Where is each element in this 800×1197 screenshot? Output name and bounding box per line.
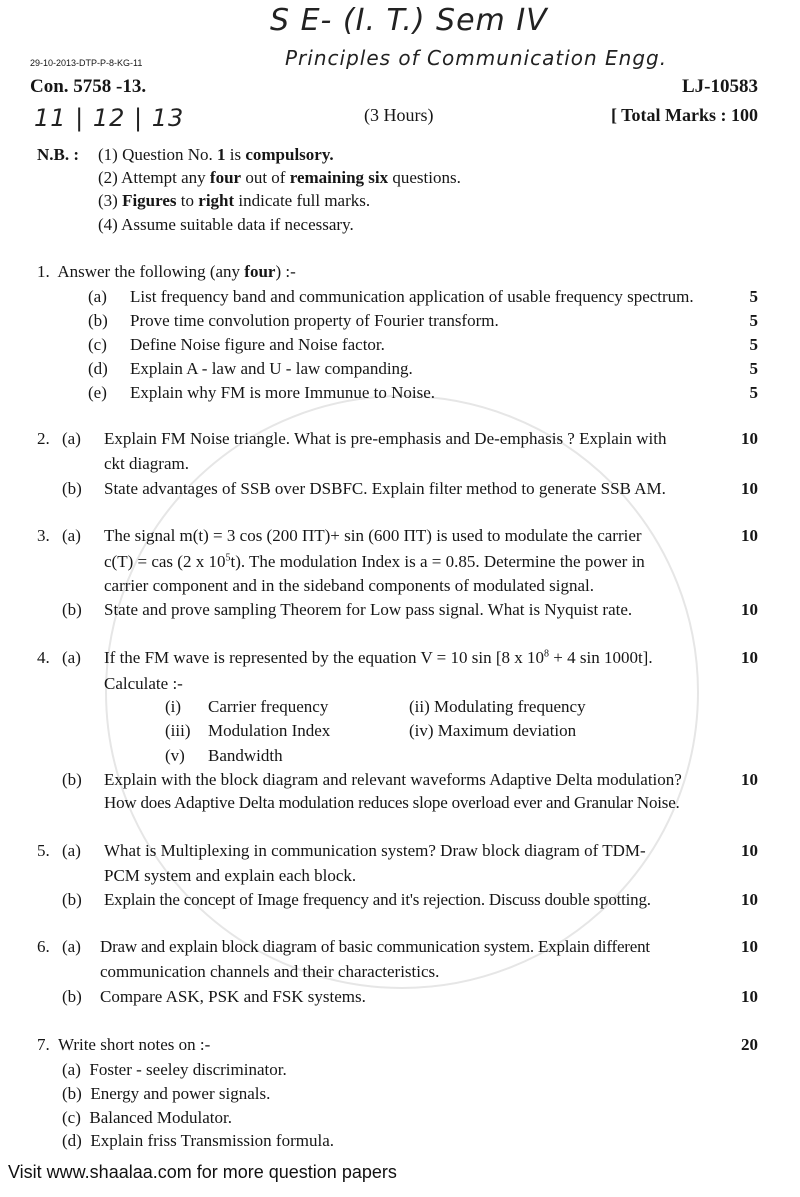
question-number: 2. [37,429,50,448]
part-text: Explain the concept of Image frequency and it's rejection. Discuss double spotting. [104,890,651,909]
part-text: Calculate :- [104,674,183,693]
part-text: State advantages of SSB over DSBFC. Explain filter method to generate SSB AM. [104,479,666,498]
marks: 10 [741,479,758,498]
instruction-4: (4) Assume suitable data if necessary. [98,215,354,234]
part-text: Define Noise figure and Noise factor. [130,335,385,354]
part-text: Prove time convolution property of Fourier transform. [130,311,499,330]
marks: 10 [741,770,758,789]
marks: 10 [741,987,758,1006]
question-text: 1. Answer the following (any four) :- [37,262,296,281]
handwritten-course: S E- (I. T.) Sem IV [270,3,548,38]
part-text: What is Multiplexing in communication system? Draw block diagram of TDM- [104,841,646,860]
question-number: 3. [37,526,50,545]
part-text: Explain with the block diagram and relevant waveforms Adaptive Delta modulation? [104,770,682,789]
part-text: List frequency band and communication application of usable frequency spectrum. [130,287,694,306]
part-text: ckt diagram. [104,454,189,473]
question-number: 5. [37,841,50,860]
marks: 10 [741,648,758,667]
marks: 10 [741,600,758,619]
marks: 10 [741,841,758,860]
marks: 5 [749,335,758,354]
note-item: (a) Foster - seeley discriminator. [62,1060,287,1079]
marks: 10 [741,429,758,448]
question-number: 6. [37,937,50,956]
part-text: carrier component and in the sideband components of modulated signal. [104,576,595,595]
subitem: (iv) Maximum deviation [409,721,577,740]
part-label: (a) [62,429,81,448]
marks: 5 [749,359,758,378]
part-text: Explain A - law and U - law companding. [130,359,413,378]
instruction-2: (2) Attempt any four out of remaining six questions. [98,168,461,187]
marks: 5 [749,311,758,330]
subitem-text: Modulation Index [208,721,331,740]
nb-label: N.B. : [37,145,80,164]
footer-text: Visit www.shaalaa.com for more question papers [8,1162,397,1182]
handwritten-date: 11 | 12 | 13 [34,104,185,132]
marks: 5 [749,287,758,306]
part-label: (b) [62,770,82,789]
part-label: (c) [88,335,107,354]
marks: 20 [741,1035,758,1054]
part-text: How does Adaptive Delta modulation reduces slope overload ever and Granular Noise. [104,793,680,812]
marks: 10 [741,890,758,909]
part-text: PCM system and explain each block. [104,866,357,885]
subitem: (ii) Modulating frequency [409,697,586,716]
marks: 10 [741,526,758,545]
instruction-3: (3) Figures to right indicate full marks. [98,191,371,210]
part-label: (b) [62,600,82,619]
part-text: The signal m(t) = 3 cos (200 ΠΤ)+ sin (600 ΠΤ) is used to modulate the carrier [104,526,642,545]
part-label: (a) [62,526,81,545]
part-text: Draw and explain block diagram of basic communication system. Explain different [100,937,650,956]
duration: (3 Hours) [364,105,434,125]
part-text: c(Τ) = cas (2 x $10^5t$). The modulation Index is a = 0.85. Determine the power in [104,552,645,571]
part-text: communication channels and their characteristics. [100,962,440,981]
question-number: 4. [37,648,50,667]
subitem-text: Bandwidth [208,746,283,765]
subitem-number: (v) [165,746,185,765]
instruction-1: (1) Question No. 1 is compulsory. [98,145,334,164]
paper-code: LJ-10583 [682,76,758,97]
part-text: Explain FM Noise triangle. What is pre-emphasis and De-emphasis ? Explain with [104,429,667,448]
part-label: (a) [88,287,107,306]
part-label: (b) [62,890,82,909]
handwritten-subject: Principles of Communication Engg. [285,46,668,70]
print-code: 29-10-2013-DTP-P-8-KG-11 [30,58,143,68]
part-label: (d) [88,359,108,378]
note-item: (b) Energy and power signals. [62,1084,271,1103]
part-text: If the FM wave is represented by the equation V = 10 sin [8 x $10^8 + 4$ sin 1000t]. [104,648,653,667]
part-text: Explain why FM is more Immunue to Noise. [130,383,436,402]
part-label: (a) [62,648,81,667]
part-label: (b) [88,311,108,330]
marks: 5 [749,383,758,402]
subitem-number: (i) [165,697,182,716]
part-label: (b) [62,479,82,498]
part-label: (e) [88,383,107,402]
note-item: (d) Explain friss Transmission formula. [62,1131,334,1150]
part-label: (a) [62,841,81,860]
part-label: (b) [62,987,82,1006]
question-text: 7. Write short notes on :- [37,1035,211,1054]
part-label: (a) [62,937,81,956]
subitem-number: (iii) [165,721,191,740]
part-text: State and prove sampling Theorem for Low pass signal. What is Nyquist rate. [104,600,633,619]
part-text: Compare ASK, PSK and FSK systems. [100,987,366,1006]
marks: 10 [741,937,758,956]
note-item: (c) Balanced Modulator. [62,1108,232,1127]
total-marks: [ Total Marks : 100 [610,105,758,125]
subitem-text: Carrier frequency [208,697,329,716]
con-number: Con. 5758 -13. [30,76,147,97]
